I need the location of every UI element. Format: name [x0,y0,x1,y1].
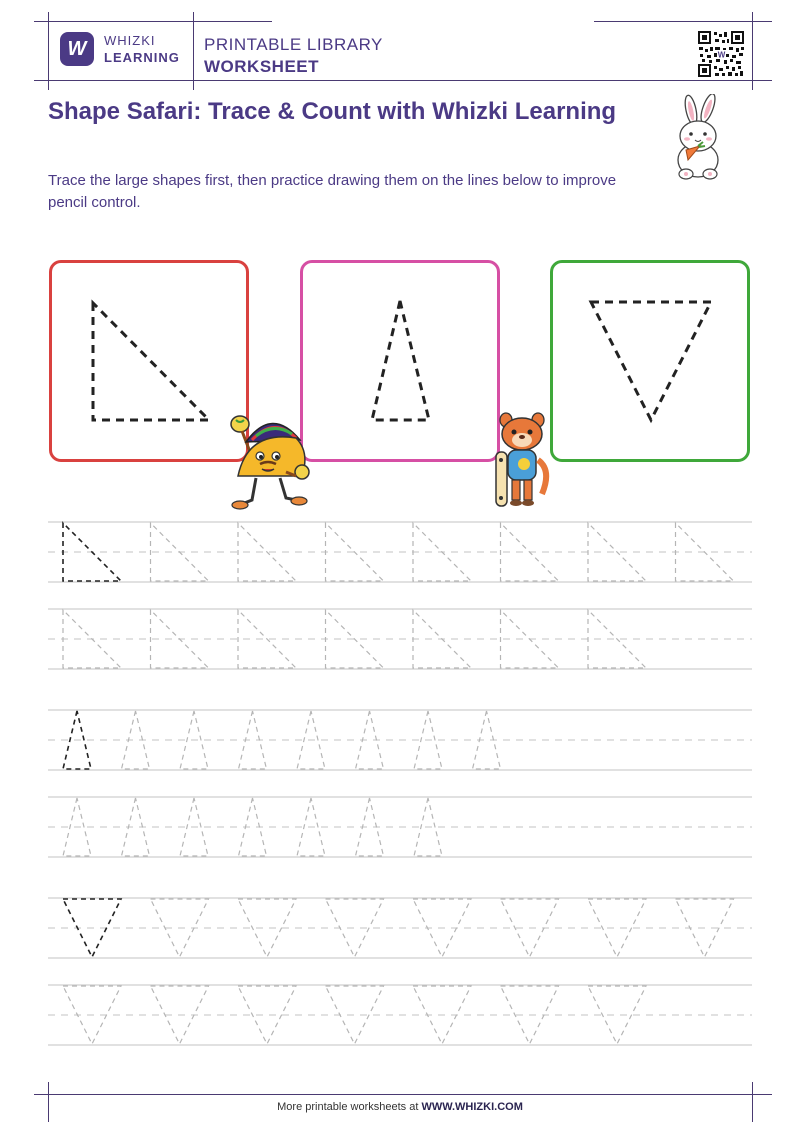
practice-row [48,522,752,582]
tall-triangle-trace [303,263,497,459]
practice-row [48,985,752,1045]
whizki-logo-icon [60,32,94,66]
qr-code-icon [697,30,745,78]
library-heading [204,34,383,78]
practice-row [48,609,752,669]
taco-mascot-icon [226,412,318,512]
trace-shape-right-triangle[interactable] [413,523,471,581]
trace-shape-right-triangle[interactable] [413,610,471,668]
practice-area [0,510,800,1070]
brand-logo[interactable] [60,32,180,66]
shape-card-right-triangle [49,260,249,462]
frame-top-right-line [594,21,772,22]
frame-bottom-line [34,1094,772,1095]
frame-top-left-line [34,21,272,22]
shape-card-tall-triangle [300,260,500,462]
practice-row [48,898,752,958]
trace-shape-right-triangle[interactable] [151,610,209,668]
library-label: PRINTABLE LIBRARY [204,35,383,54]
shape-card-inverted-triangle [550,260,750,462]
right-triangle-trace [52,263,246,459]
frame-divider-vertical [193,12,194,90]
brand-name-line1: WHIZKI [104,33,156,48]
bunny-icon [664,94,730,184]
footer [0,1101,800,1113]
logo-letter: W [67,37,87,60]
footer-text: More printable worksheets at [277,1101,422,1113]
svg-text:W: W [717,50,726,60]
practice-row [48,710,752,770]
practice-row [48,797,752,857]
frame-left-vertical [48,12,49,90]
squirrel-mascot-icon [494,410,552,510]
trace-shape-right-triangle[interactable] [151,523,209,581]
brand-name-line2: LEARNING [104,50,180,65]
frame-header-bottom-line [34,80,772,81]
worksheet-instructions: Trace the large shapes first, then practice drawing them on the lines below to improve pencil control. [48,172,617,211]
footer-link[interactable]: WWW.WHIZKI.COM [421,1101,523,1113]
worksheet-title: Shape Safari: Trace & Count with Whizki Learning [48,98,617,125]
doc-type-label: WORKSHEET [204,57,319,76]
frame-right-vertical [752,12,753,90]
trace-shape-right-triangle[interactable] [63,610,121,668]
inverted-triangle-trace [553,263,747,459]
trace-shape-right-triangle[interactable] [63,523,121,581]
